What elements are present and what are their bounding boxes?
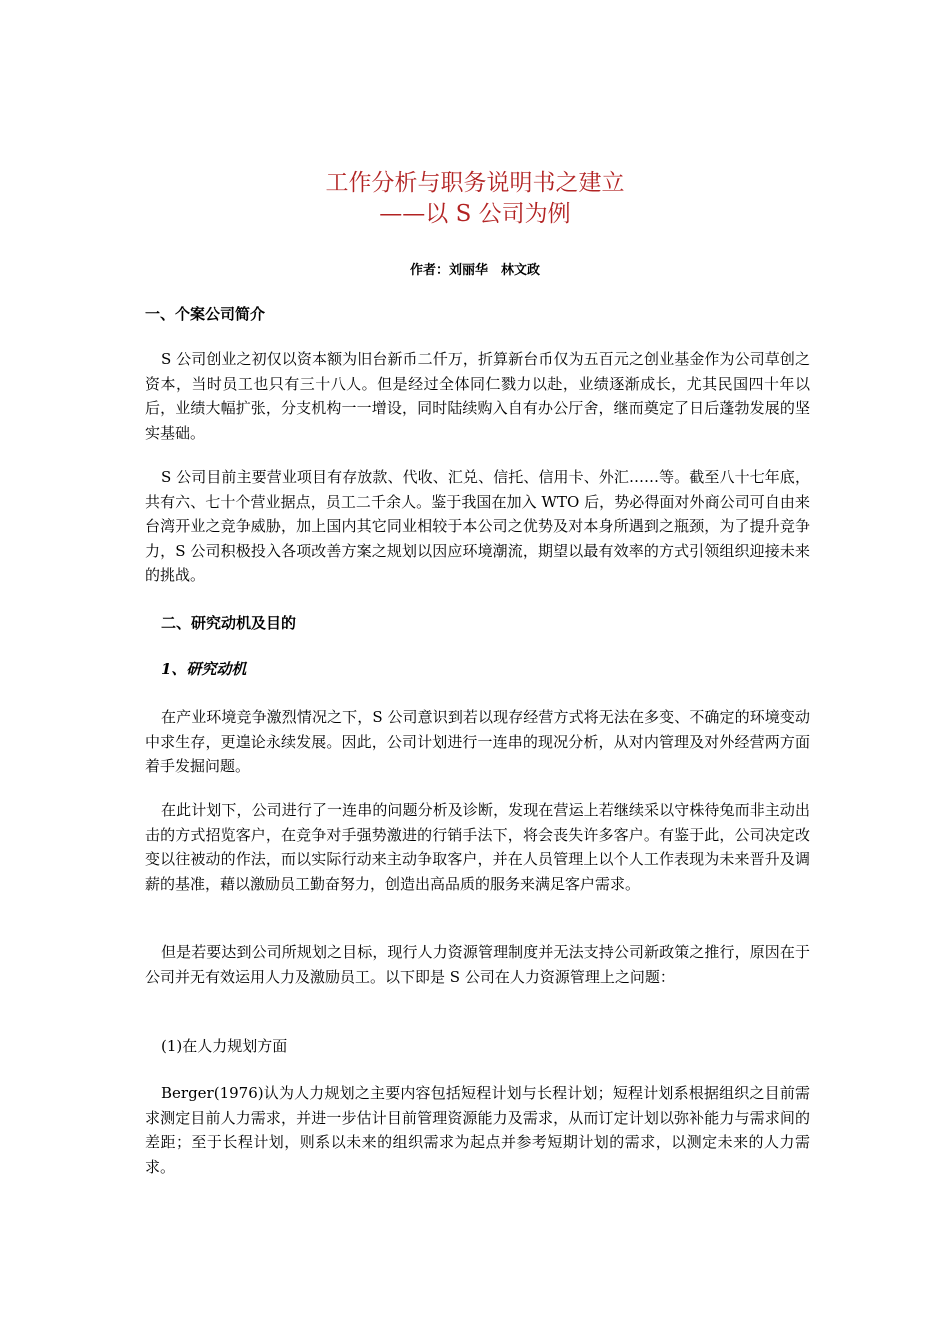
paragraph-company-origin: S 公司创业之初仅以资本额为旧台新币二仟万，折算新台币仅为五百元之创业基金作为公司草创之资本，当时员工也只有三十八人。但是经过全体同仁戮力以赴，业绩逐渐成长，尤其民国四十年以后，业绩大幅扩张，分支机构一一增设，同时陆续购入自有办公厅舍，继而奠定了日后蓬勃发展的坚实基础。 — [145, 350, 810, 442]
paragraph-competition: 在产业环境竞争激烈情况之下，S 公司意识到若以现存经营方式将无法在多变、不确定的环境变动中求生存，更遑论永续发展。因此，公司计划进行一连串的现况分析，从对内管理及对外经营两方面着手发掘问题。 — [145, 708, 810, 775]
author-line: 作者：刘丽华 林文政 — [409, 263, 540, 278]
paragraph-berger-planning: Berger(1976)认为人力规划之主要内容包括短程计划与长程计划；短程计划系根据组织之目前需求测定目前人力需求，并进一步估计目前管理资源能力及需求，从而订定计划以弥补能力与需求间的差距；至于长程计划，则系以未来的组织需求为起点并参考短期计划的需求，以测定未来的人力需求。 — [145, 1084, 810, 1176]
section-heading-motivation-purpose: 二、研究动机及目的 — [161, 614, 297, 632]
section-heading-company-intro: 一、个案公司简介 — [145, 305, 266, 323]
subsection-heading-motivation: 1、研究动机 — [161, 660, 247, 678]
paragraph-company-business: S 公司目前主要营业项目有存放款、代收、汇兑、信托、信用卡、外汇……等。截至八十七年底，共有六、七十个营业据点，员工二千余人。鉴于我国在加入 WTO 后，势必得面对外商公司可自由来台湾开业之竞争威胁，加上国内其它同业相较于本公司之优势及对本身所遇到之瓶颈，为了提升竞争力，S 公司积极投入各项改善方案之规划以因应环境潮流，期望以最有效率的方式引领组织迎接未来的挑战。 — [145, 468, 810, 584]
item-heading-manpower-planning: (1)在人力规划方面 — [161, 1037, 288, 1055]
document-title: 工作分析与职务说明书之建立 — [325, 170, 625, 196]
document-subtitle: ——以 S 公司为例 — [379, 201, 571, 227]
paragraph-diagnosis: 在此计划下，公司进行了一连串的问题分析及诊断，发现在营运上若继续采以守株待兔而非主动出击的方式招览客户，在竞争对手强势激进的行销手法下，将会丧失许多客户。有鉴于此，公司决定改变以往被动的作法，而以实际行动来主动争取客户，并在人员管理上以个人工作表现为未来晋升及调薪的基准，藉以激励员工勤奋努力，创造出高品质的服务来满足客户需求。 — [145, 801, 810, 893]
paragraph-hr-problems: 但是若要达到公司所规划之目标，现行人力资源管理制度并无法支持公司新政策之推行，原因在于公司并无有效运用人力及激励员工。以下即是 S 公司在人力资源管理上之问题： — [145, 943, 810, 986]
